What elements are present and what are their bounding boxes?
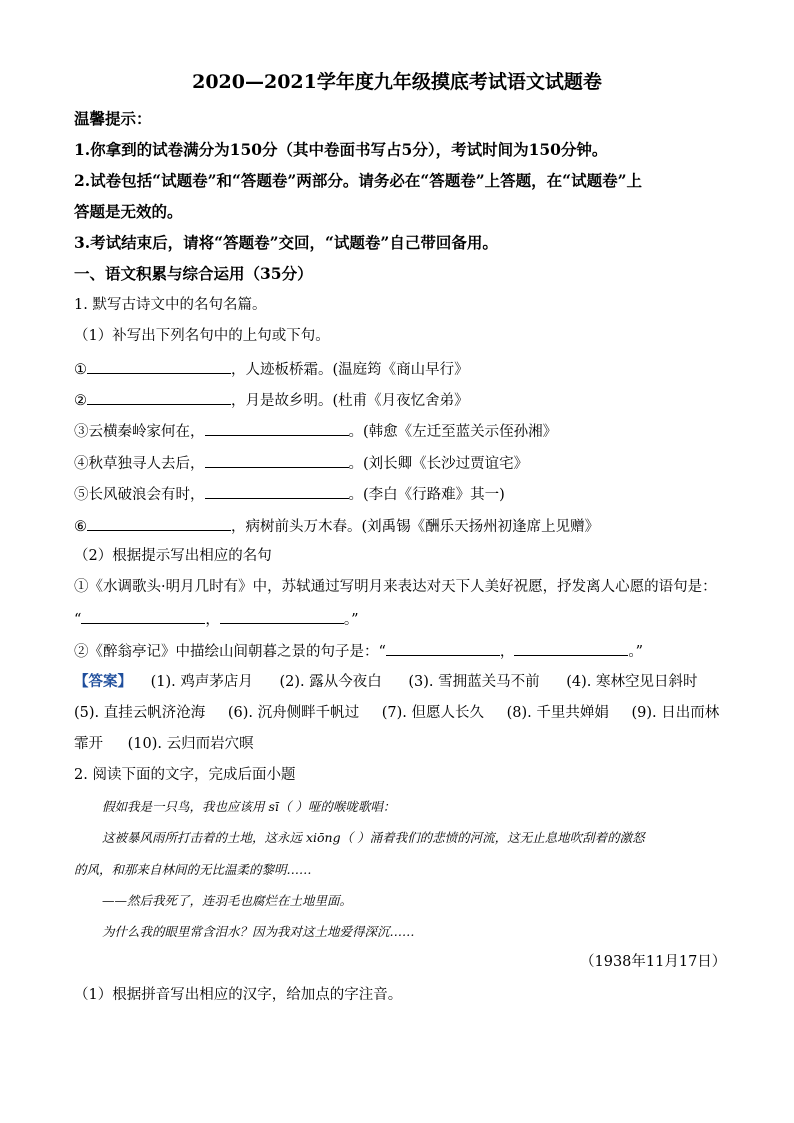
- fill-item-pre: ③云横秦岭家何在，: [74, 424, 205, 440]
- fill-item-post: ，病树前头万木春。(刘禹锡《酬乐天扬州初逢席上见赠》: [231, 519, 600, 535]
- fill-item-post: ，人迹板桥霜。(温庭筠《商山早行》: [231, 362, 469, 378]
- fill-item-pre: ④秋草独寻人去后，: [74, 456, 205, 472]
- answer-item: (10). 云归而岩穴暝: [127, 736, 254, 752]
- fill-item-post: 。(韩愈《左迁至蓝关示侄孙湘》: [348, 424, 558, 440]
- fill-item-4: [74, 455, 528, 472]
- poem-date: （1938年11月17日）: [580, 954, 727, 970]
- fill-item-pre: ②: [74, 393, 87, 409]
- answer-blank[interactable]: [87, 392, 231, 405]
- prompt-1: ①《水调歌头·明月几时有》中，苏轼通过写明月来表达对天下人美好祝愿，抒发离人心愿的语句是：: [74, 579, 717, 595]
- quote-close: 。”: [628, 644, 644, 660]
- fill-item-post: ，月是故乡明。(杜甫《月夜忆舍弟》: [231, 393, 469, 409]
- answer-item: (6). 沉舟侧畔千帆过: [227, 705, 360, 721]
- answer-item: (9). 日出而林: [631, 705, 720, 721]
- comma: ，: [499, 644, 515, 660]
- poem-line-1: 假如我是一只鸟，我也应该用 sī（ ）哑的喉咙歌唱：: [102, 799, 396, 814]
- answer-item: 霏开: [74, 736, 103, 752]
- fill-item-pre: ⑥: [74, 519, 87, 535]
- answer-blank[interactable]: [205, 455, 349, 468]
- answer-blank[interactable]: [514, 643, 628, 656]
- notice-item-3: 3.考试结束后，请将“答题卷”交回，“试题卷”自己带回备用。: [74, 233, 498, 252]
- answer-item: (4). 寒林空见日斜时: [566, 674, 698, 690]
- fill-item-3: [74, 423, 557, 440]
- prompt-2-text: ②《醉翁亭记》中描绘山间朝暮之景的句子是：“: [74, 644, 386, 660]
- comma: ，: [205, 612, 220, 628]
- answer-line-2: [74, 706, 719, 721]
- question-2-sub1: （1）根据拼音写出相应的汉字，给加点的字注音。: [74, 987, 403, 1003]
- fill-item-2: [74, 392, 469, 409]
- quote-open: “: [74, 612, 82, 628]
- poem-line-3: 的风，和那来自林间的无比温柔的黎明……: [74, 862, 312, 877]
- notice-item-2-cont: 答题是无效的。: [74, 202, 183, 221]
- prompt-1-blanks: [74, 611, 359, 628]
- answer-blank[interactable]: [87, 518, 231, 531]
- question-2-stem: 2. 阅读下面的文字，完成后面小题: [74, 767, 296, 783]
- page-title: 2020—2021学年度九年级摸底考试语文试题卷: [192, 71, 602, 93]
- answer-blank[interactable]: [205, 486, 349, 499]
- section-heading: 一、语文积累与综合运用（35分）: [74, 264, 313, 283]
- question-1-sub2: （2）根据提示写出相应的名句: [74, 548, 272, 564]
- answer-item: (3). 雪拥蓝关马不前: [408, 674, 540, 690]
- fill-item-post: 。(刘长卿《长沙过贾谊宅》: [348, 456, 529, 472]
- quote-close: 。”: [343, 612, 359, 628]
- fill-item-6: [74, 518, 599, 535]
- question-1-sub1: （1）补写出下列名句中的上句或下句。: [74, 328, 330, 344]
- answer-blank[interactable]: [205, 423, 349, 436]
- fill-item-1: [74, 361, 469, 378]
- poem-line-4: ——然后我死了，连羽毛也腐烂在土地里面。: [102, 893, 353, 908]
- answer-line-1: [74, 675, 698, 690]
- poem-line-2: 这被暴风雨所打击着的土地，这永远 xiōng（ ）涌着我们的悲愤的河流，这无止息地吹刮着的激怒: [102, 830, 645, 845]
- prompt-2: [74, 643, 643, 660]
- answer-blank[interactable]: [220, 611, 344, 624]
- answer-item: (2). 露从今夜白: [279, 674, 382, 690]
- question-1-stem: 1. 默写古诗文中的名句名篇。: [74, 297, 267, 313]
- fill-item-pre: ⑤长风破浪会有时，: [74, 487, 205, 503]
- poem-line-5: 为什么我的眼里常含泪水？因为我对这土地爱得深沉……: [102, 924, 415, 939]
- notice-item-2: 2.试卷包括“试题卷”和“答题卷”两部分。请务必在“答题卷”上答题，在“试题卷”上: [74, 171, 643, 190]
- answer-item: (1). 鸡声茅店月: [150, 674, 253, 690]
- answer-line-3: [74, 737, 254, 752]
- answer-item: (5). 直挂云帆济沧海: [74, 705, 206, 721]
- answer-item: (8). 千里共婵娟: [506, 705, 609, 721]
- notice-heading: 温馨提示：: [74, 109, 152, 128]
- fill-item-post: 。(李白《行路难》其一): [348, 487, 505, 503]
- answer-blank[interactable]: [87, 361, 231, 374]
- notice-item-1: 1.你拿到的试卷满分为150分（其中卷面书写占5分），考试时间为150分钟。: [74, 140, 608, 159]
- fill-item-5: [74, 486, 505, 503]
- answer-item: (7). 但愿人长久: [381, 705, 485, 721]
- answer-tag: 【答案】: [74, 673, 132, 690]
- answer-blank[interactable]: [386, 643, 500, 656]
- fill-item-pre: ①: [74, 362, 87, 378]
- answer-blank[interactable]: [81, 611, 205, 624]
